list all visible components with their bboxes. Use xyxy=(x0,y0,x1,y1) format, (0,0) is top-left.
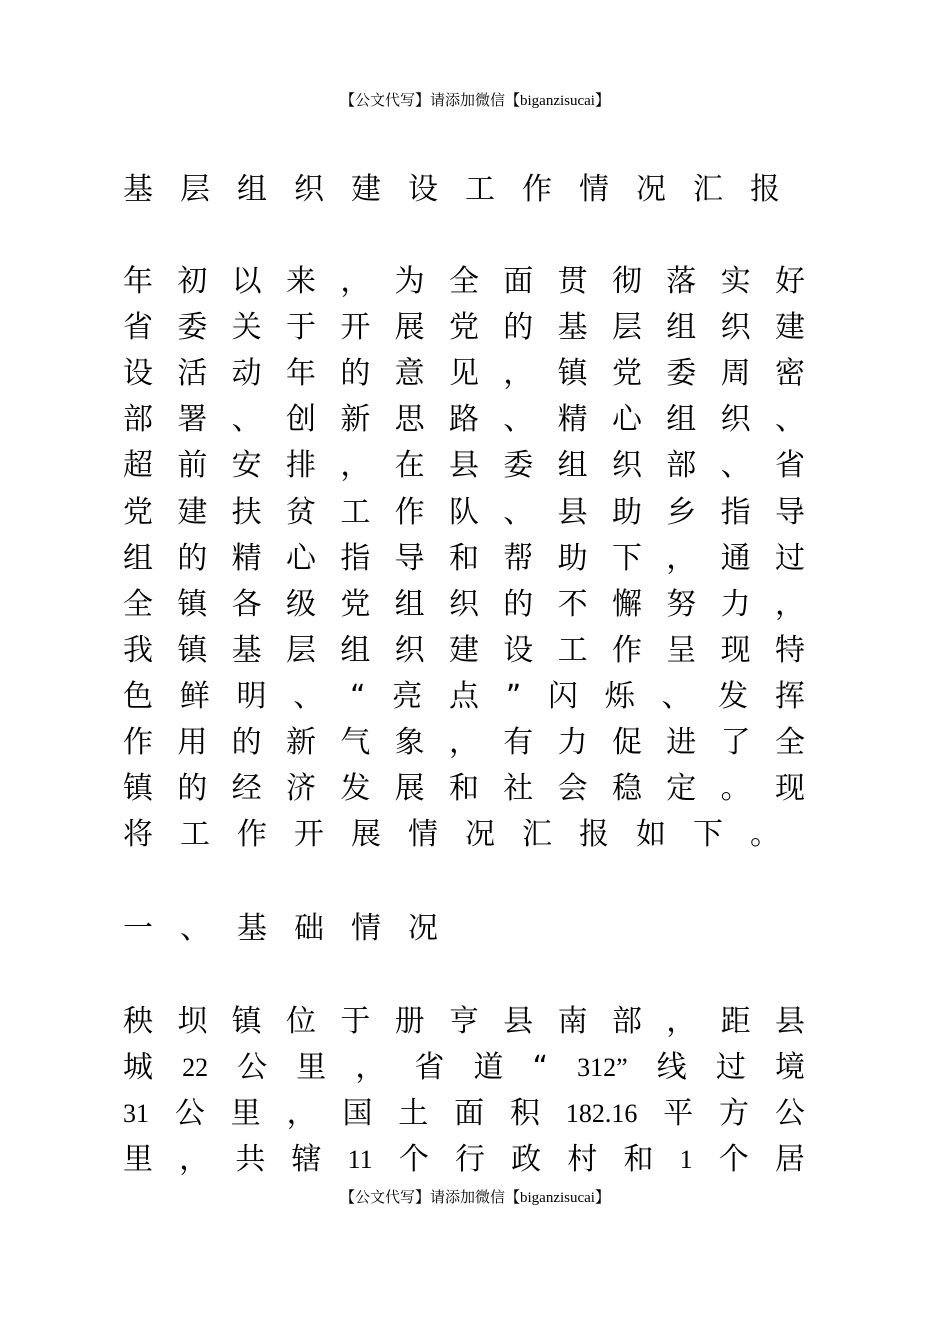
char: 济 xyxy=(285,771,316,807)
char: 织 xyxy=(611,448,642,484)
char: 超 xyxy=(123,448,153,484)
text-token: 城 xyxy=(123,1050,153,1086)
char: 镇 xyxy=(177,632,208,668)
char: 导 xyxy=(774,494,805,530)
char: 各 xyxy=(231,586,262,622)
char: 创 xyxy=(285,402,316,438)
char: 镇 xyxy=(177,586,208,622)
text-token: 312” xyxy=(577,1053,628,1083)
char: 彻 xyxy=(611,264,642,299)
char: 现 xyxy=(774,771,805,807)
char: 发 xyxy=(340,771,371,807)
char: 了 xyxy=(720,725,751,760)
char: 展 xyxy=(351,817,381,853)
char: 面 xyxy=(503,264,534,299)
char: 委 xyxy=(666,356,697,392)
char: 导 xyxy=(394,540,425,576)
text-token: 距 xyxy=(720,1004,751,1039)
char: 新 xyxy=(340,402,371,438)
char: 密 xyxy=(774,356,805,392)
text-line xyxy=(123,1140,805,1180)
char: 指 xyxy=(720,494,751,530)
char: 、 xyxy=(180,911,210,946)
char: 、 xyxy=(293,678,324,714)
char: 特 xyxy=(774,632,805,668)
text-line xyxy=(123,1002,805,1042)
text-token: 里 xyxy=(230,1096,261,1132)
text-token: 里 xyxy=(296,1050,327,1086)
char: 和 xyxy=(448,771,479,807)
text-token: 平 xyxy=(663,1096,694,1132)
char: 思 xyxy=(394,402,425,438)
char: ， xyxy=(340,448,371,484)
char: 织 xyxy=(720,402,751,438)
char: 初 xyxy=(177,264,208,299)
char: 实 xyxy=(720,264,751,299)
char: 指 xyxy=(340,540,371,576)
char: 况 xyxy=(465,817,495,853)
char: 况 xyxy=(636,172,666,207)
text-token: 县 xyxy=(503,1004,534,1039)
char: 础 xyxy=(294,911,324,946)
text-line xyxy=(123,446,805,486)
text-line xyxy=(123,769,805,809)
char: 作 xyxy=(611,632,642,668)
char: 关 xyxy=(231,310,262,346)
char: 通 xyxy=(720,540,751,576)
text-token: 省 xyxy=(414,1050,445,1086)
char: 意 xyxy=(394,356,425,392)
char: 级 xyxy=(285,586,316,622)
char: 扶 xyxy=(231,494,262,530)
footer-note: 【公文代写】请添加微信【biganzisucai】 xyxy=(340,1190,610,1206)
char: 烁 xyxy=(604,678,635,714)
char: 精 xyxy=(231,540,262,576)
char: 的 xyxy=(503,310,534,346)
char: 展 xyxy=(394,771,425,807)
char: 组 xyxy=(340,632,371,668)
char: 开 xyxy=(294,817,324,853)
char: 努 xyxy=(666,586,697,622)
char: 全 xyxy=(448,264,479,299)
char: 促 xyxy=(611,725,642,760)
char: 层 xyxy=(285,632,316,668)
text-token: “ xyxy=(532,1050,549,1086)
text-token: 县 xyxy=(774,1004,805,1039)
char: 帮 xyxy=(503,540,534,576)
char: 懈 xyxy=(611,586,642,622)
char: 报 xyxy=(750,172,780,207)
char: 基 xyxy=(231,632,262,668)
text-token: ， xyxy=(355,1050,386,1086)
text-line xyxy=(123,493,805,533)
text-token: 土 xyxy=(398,1096,429,1132)
char: 有 xyxy=(503,725,534,760)
char: 基 xyxy=(557,310,588,346)
char: 工 xyxy=(465,172,495,207)
char: 用 xyxy=(177,725,208,760)
char: 发 xyxy=(718,678,749,714)
char: 汇 xyxy=(693,172,723,207)
char: 工 xyxy=(180,817,210,853)
text-line xyxy=(123,585,805,625)
text-token: 个 xyxy=(718,1142,749,1178)
document-title xyxy=(123,170,805,210)
text-token: 积 xyxy=(510,1096,541,1132)
char: 、 xyxy=(503,402,534,438)
char: 乡 xyxy=(666,494,697,530)
text-token: 公 xyxy=(237,1050,268,1086)
char: 一 xyxy=(123,911,153,946)
text-token: 公 xyxy=(774,1096,805,1132)
char: 点 xyxy=(448,678,479,714)
text-token: 道 xyxy=(473,1050,504,1086)
char: 党 xyxy=(448,310,479,346)
char: 安 xyxy=(231,448,262,484)
char: 在 xyxy=(394,448,425,484)
char: 好 xyxy=(774,264,805,299)
char: 落 xyxy=(666,264,697,299)
text-token: 公 xyxy=(174,1096,205,1132)
text-token: 境 xyxy=(774,1050,805,1086)
char: 汇 xyxy=(522,817,552,853)
char: 贯 xyxy=(557,264,588,299)
text-token: ， xyxy=(286,1096,317,1132)
text-token: ， xyxy=(179,1142,210,1178)
char: 县 xyxy=(557,494,588,530)
char: 作 xyxy=(394,494,425,530)
char: 以 xyxy=(231,264,262,299)
text-token: 线 xyxy=(656,1050,687,1086)
text-token: 过 xyxy=(715,1050,746,1086)
char: 的 xyxy=(503,586,534,622)
char: 明 xyxy=(236,678,267,714)
text-token: 共 xyxy=(235,1142,266,1178)
char: 建 xyxy=(177,494,208,530)
char: ， xyxy=(774,586,805,622)
text-token: 镇 xyxy=(231,1004,262,1039)
char: 力 xyxy=(720,586,751,622)
char: 、 xyxy=(661,678,692,714)
char: 工 xyxy=(340,494,371,530)
text-token: 1 xyxy=(679,1145,693,1175)
char: 亮 xyxy=(392,678,423,714)
char: 全 xyxy=(123,586,153,622)
char: 织 xyxy=(394,632,425,668)
char: 组 xyxy=(123,540,153,576)
char: 、 xyxy=(774,402,805,438)
char: 力 xyxy=(557,725,588,760)
char: 活 xyxy=(177,356,208,392)
char: 组 xyxy=(237,172,267,207)
char: 呈 xyxy=(666,632,697,668)
char: 不 xyxy=(557,586,588,622)
text-token: 面 xyxy=(454,1096,485,1132)
text-token: 22 xyxy=(182,1053,209,1083)
char: 建 xyxy=(448,632,479,668)
text-token: 182.16 xyxy=(565,1099,638,1129)
char: ， xyxy=(503,356,534,392)
char: 的 xyxy=(231,725,262,760)
char: 组 xyxy=(394,586,425,622)
char: 闪 xyxy=(547,678,578,714)
char: ， xyxy=(666,540,697,576)
char: 组 xyxy=(557,448,588,484)
text-token: 政 xyxy=(511,1142,542,1178)
char: 于 xyxy=(285,310,316,346)
char: 色 xyxy=(123,678,153,714)
char: 、 xyxy=(503,494,534,530)
header-note: 【公文代写】请添加微信【biganzisucai】 xyxy=(340,93,610,109)
char: 的 xyxy=(340,356,371,392)
text-token: 村 xyxy=(567,1142,598,1178)
char: 排 xyxy=(285,448,316,484)
text-line xyxy=(123,631,805,671)
char: 情 xyxy=(579,172,609,207)
char: 情 xyxy=(351,911,381,946)
char: 经 xyxy=(231,771,262,807)
char: 动 xyxy=(231,356,262,392)
char: 年 xyxy=(123,264,153,299)
text-token: 册 xyxy=(394,1004,425,1039)
text-token: 部 xyxy=(611,1004,642,1039)
text-token: 南 xyxy=(557,1004,588,1039)
char: 下 xyxy=(693,817,723,853)
char: 队 xyxy=(448,494,479,530)
char: 织 xyxy=(720,310,751,346)
char: 层 xyxy=(611,310,642,346)
char: 如 xyxy=(636,817,666,853)
char: 新 xyxy=(285,725,316,760)
char: 、 xyxy=(231,402,262,438)
text-token: 11 xyxy=(347,1145,373,1175)
char: 社 xyxy=(503,771,534,807)
text-line xyxy=(123,400,805,440)
char: 设 xyxy=(408,172,438,207)
char: 过 xyxy=(774,540,805,576)
char: 会 xyxy=(557,771,588,807)
char: 定 xyxy=(666,771,697,807)
char: “ xyxy=(349,678,366,714)
char: 挥 xyxy=(774,678,805,714)
char: 心 xyxy=(285,540,316,576)
char: 作 xyxy=(522,172,552,207)
char: 署 xyxy=(177,402,208,438)
char: 见 xyxy=(448,356,479,392)
text-token: 31 xyxy=(123,1099,149,1129)
char: 下 xyxy=(611,540,642,576)
char: 组 xyxy=(666,402,697,438)
char: 我 xyxy=(123,632,153,668)
text-token: 秧 xyxy=(123,1004,153,1039)
char: 和 xyxy=(448,540,479,576)
text-line xyxy=(123,1048,805,1088)
char: 、 xyxy=(720,448,751,484)
char: 现 xyxy=(720,632,751,668)
char: 路 xyxy=(448,402,479,438)
char: 部 xyxy=(666,448,697,484)
text-token: 里 xyxy=(123,1142,153,1178)
char: 将 xyxy=(123,817,153,853)
char: 进 xyxy=(666,725,697,760)
char: 省 xyxy=(123,310,153,346)
char: 开 xyxy=(340,310,371,346)
text-line xyxy=(123,815,805,855)
text-line xyxy=(123,723,805,763)
char: ” xyxy=(505,678,522,714)
char: 建 xyxy=(351,172,381,207)
char: 鲜 xyxy=(179,678,210,714)
char: 年 xyxy=(285,356,316,392)
text-token: 亨 xyxy=(448,1004,479,1039)
char: 助 xyxy=(611,494,642,530)
char: 稳 xyxy=(611,771,642,807)
char: 县 xyxy=(448,448,479,484)
text-token: 位 xyxy=(285,1004,316,1039)
char: 贫 xyxy=(285,494,316,530)
text-token: 和 xyxy=(623,1142,654,1178)
char: 心 xyxy=(611,402,642,438)
text-token: 居 xyxy=(774,1142,805,1178)
text-token: 个 xyxy=(398,1142,429,1178)
char: 镇 xyxy=(123,771,153,807)
char: 助 xyxy=(557,540,588,576)
text-token: 方 xyxy=(719,1096,750,1132)
char: 作 xyxy=(237,817,267,853)
char: 。 xyxy=(720,771,751,807)
char: 工 xyxy=(557,632,588,668)
text-line xyxy=(123,1094,805,1134)
char: 组 xyxy=(666,310,697,346)
char: 情 xyxy=(408,817,438,853)
text-line xyxy=(123,677,805,717)
text-line xyxy=(123,308,805,348)
char: 气 xyxy=(340,725,371,760)
char: 建 xyxy=(774,310,805,346)
char: 前 xyxy=(177,448,208,484)
char: 党 xyxy=(611,356,642,392)
text-token: 坝 xyxy=(177,1004,208,1039)
char: 基 xyxy=(123,172,153,207)
char: 的 xyxy=(177,771,208,807)
char: 党 xyxy=(123,494,153,530)
char: 委 xyxy=(177,310,208,346)
char: 象 xyxy=(394,725,425,760)
text-line xyxy=(123,354,805,394)
char: 基 xyxy=(237,911,267,946)
char: 况 xyxy=(408,911,438,946)
char: 设 xyxy=(503,632,534,668)
char: 省 xyxy=(774,448,805,484)
char: 层 xyxy=(180,172,210,207)
char: 全 xyxy=(774,725,805,760)
char: 来 xyxy=(285,264,316,299)
char: 精 xyxy=(557,402,588,438)
text-token: 国 xyxy=(342,1096,373,1132)
text-token: 辖 xyxy=(291,1142,322,1178)
char: 展 xyxy=(394,310,425,346)
char: 部 xyxy=(123,402,153,438)
text-token: ， xyxy=(666,1004,697,1039)
text-token: 行 xyxy=(454,1142,485,1178)
char: 委 xyxy=(503,448,534,484)
char: 镇 xyxy=(557,356,588,392)
text-line xyxy=(123,262,805,302)
char: ， xyxy=(340,264,371,299)
char: 。 xyxy=(750,817,780,853)
char: 周 xyxy=(720,356,751,392)
char: 党 xyxy=(340,586,371,622)
char: 织 xyxy=(448,586,479,622)
char: 织 xyxy=(294,172,324,207)
char: 为 xyxy=(394,264,425,299)
char: 设 xyxy=(123,356,153,392)
text-token: 于 xyxy=(340,1004,371,1039)
char: 报 xyxy=(579,817,609,853)
text-line xyxy=(123,539,805,579)
char: 作 xyxy=(123,725,153,760)
char: 的 xyxy=(177,540,208,576)
section-heading xyxy=(123,909,805,949)
char: ， xyxy=(448,725,479,760)
